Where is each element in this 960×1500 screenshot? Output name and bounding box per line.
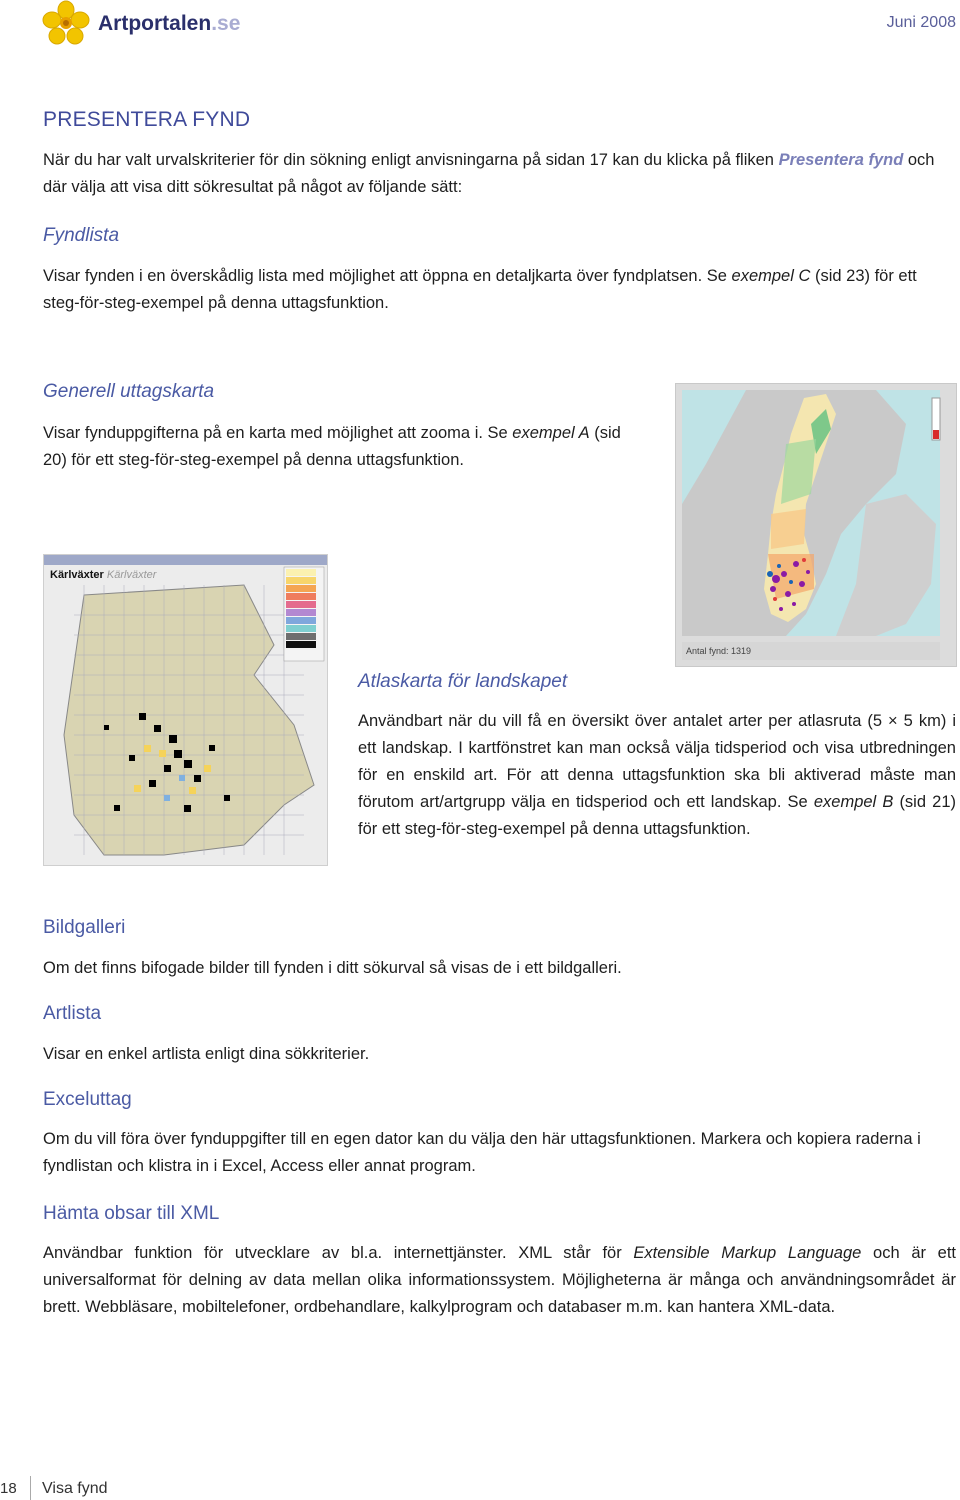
xml-heading: Hämta obsar till XML bbox=[43, 1203, 220, 1224]
atlas-text-after: (sid 21) för ett steg-för-steg-exempel på denna uttagsfunktion. bbox=[358, 793, 956, 838]
bildgalleri-heading: Bildgalleri bbox=[43, 917, 126, 938]
page-title: PRESENTERA FYND bbox=[43, 108, 251, 131]
sweden-map bbox=[676, 384, 956, 666]
atlas-map-title-shadow: Kärlväxter bbox=[106, 569, 157, 581]
atlas-example: exempel B bbox=[813, 793, 894, 811]
intro-text-after: och där välja att visa ditt sökresultat på något av följande sätt: bbox=[43, 151, 935, 196]
generell-example: exempel A bbox=[512, 424, 590, 442]
map-caption: Antal fynd: 1319 bbox=[686, 646, 752, 656]
brand-name bbox=[98, 12, 240, 36]
xml-text-after: och är ett universalformat för delning av data mellan olika informationssystem. Möjligheterna är många och användningsområdet är brett. Webbläsare, mobiltelefoner, ordbehandlare, kalkylprogram och databaser m.m. kan hantera XML-data. bbox=[43, 1244, 957, 1316]
page-number: 18 bbox=[0, 1480, 17, 1497]
flower-logo-icon bbox=[40, 0, 92, 48]
footer-section-label: Visa fynd bbox=[42, 1480, 108, 1497]
generell-text-after: (sid 20) för ett steg-för-steg-exempel på denna uttagsfunktion. bbox=[43, 424, 621, 469]
xml-text-before: Användbar funktion för utvecklare av bl.a. internettjänster. XML står för bbox=[43, 1244, 634, 1262]
bildgalleri-paragraph: Om det finns bifogade bilder till fynden i ditt sökurval så visas de i ett bildgalleri. bbox=[43, 959, 622, 977]
fyndlista-text-before: Visar fynden i en överskådlig lista med möjlighet att öppna en detaljkarta över fyndplatsen. Se bbox=[43, 267, 732, 285]
exceluttag-paragraph: Om du vill föra över fynduppgifter till en egen dator kan du välja den här uttagsfunktionen. Markera och kopiera raderna i fyndlistan och klistra in i Excel, Access eller annat program. bbox=[43, 1130, 921, 1175]
footer-divider bbox=[30, 1476, 31, 1500]
brand-name-main: Artportalen bbox=[98, 12, 212, 35]
atlas-text-before: Användbart när du vill få en översikt över antalet arter per atlasruta (5 × 5 km) i ett landskap. I kartfönstret kan man också välja tidsperiod och visa utbredningen för en enskild art. För att denna uttagsfunktion ska bli aktiverad måste man förutom art/artgrupp välja en tidsperiod och ett landskap. Se bbox=[358, 712, 956, 811]
artlista-heading: Artlista bbox=[43, 1003, 102, 1024]
generell-text-before: Visar fynduppgifterna på en karta med möjlighet att zooma i. Se bbox=[43, 424, 513, 442]
landscape-atlas-map bbox=[44, 555, 327, 865]
header-date: Juni 2008 bbox=[886, 14, 956, 31]
atlas-heading: Atlaskarta för landskapet bbox=[358, 671, 568, 692]
atlas-paragraph bbox=[358, 708, 956, 843]
brand-logo bbox=[40, 0, 240, 48]
xml-paragraph bbox=[43, 1240, 956, 1321]
fyndlista-heading: Fyndlista bbox=[43, 225, 120, 246]
fyndlista-example: exempel C bbox=[731, 267, 811, 285]
intro-highlight: Presentera fynd bbox=[778, 151, 904, 169]
exceluttag-heading: Exceluttag bbox=[43, 1089, 132, 1110]
generell-paragraph bbox=[43, 420, 648, 474]
xml-acronym: Extensible Markup Language bbox=[633, 1244, 862, 1262]
artlista-paragraph: Visar en enkel artlista enligt dina sökkriterier. bbox=[43, 1045, 370, 1063]
fyndlista-text-after: (sid 23) för ett steg-för-steg-exempel på denna uttagsfunktion. bbox=[43, 267, 917, 312]
fyndlista-paragraph bbox=[43, 263, 958, 317]
atlas-map-title-text: Kärlväxter bbox=[50, 569, 104, 581]
generell-map-image bbox=[675, 383, 957, 667]
intro-paragraph bbox=[43, 147, 958, 201]
atlas-map-image bbox=[43, 554, 328, 866]
intro-text-before: När du har valt urvalskriterier för din sökning enligt anvisningarna på sidan 17 kan du klicka på fliken bbox=[43, 151, 779, 169]
atlas-map-title bbox=[50, 569, 156, 581]
brand-name-tld: .se bbox=[211, 12, 241, 35]
generell-heading: Generell uttagskarta bbox=[43, 381, 215, 402]
